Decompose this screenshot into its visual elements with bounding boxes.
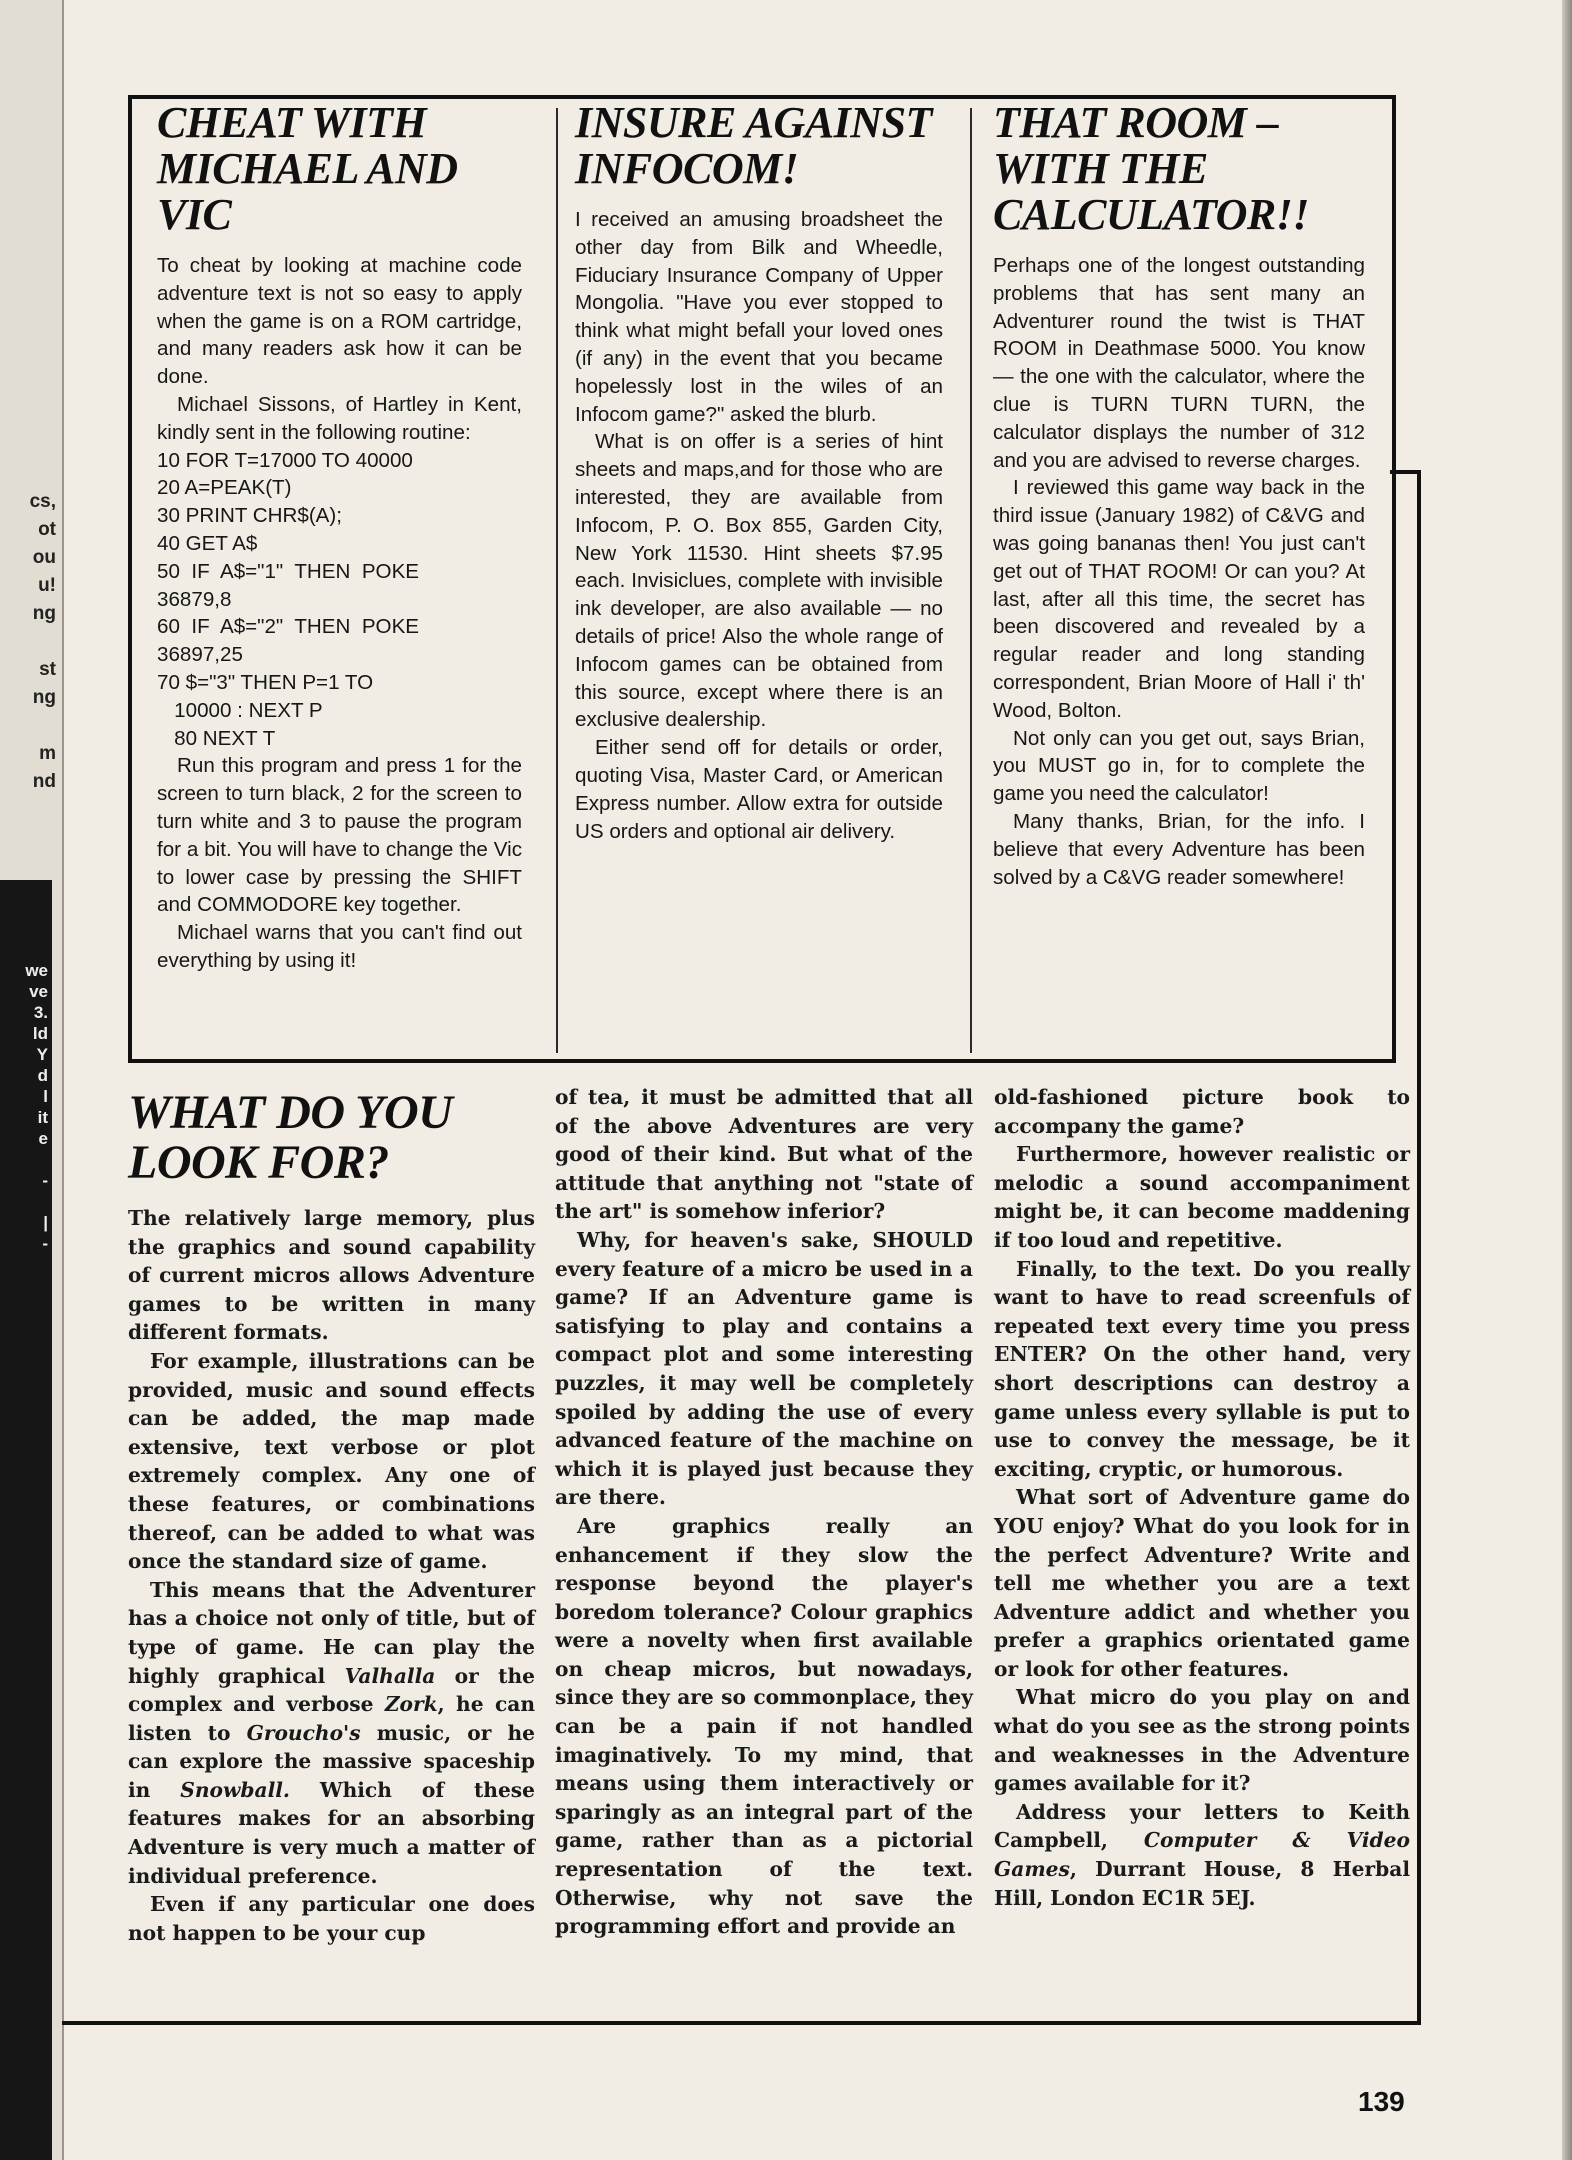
cheat-para-1: To cheat by looking at machine code adventure text is not so easy to apply when the game is on a ROM cartridge, and many readers ask how it can be done. [157,254,522,389]
bottom-border-rule [62,2021,1421,2025]
main-col3-para-4: What sort of Adventure game do YOU enjoy? What do you look for in the perfect Adventure? Write and tell me whether you are a text Adventure addict and whether you prefer a graphics orientated game or look for other features. [994,1485,1410,1681]
main-article-column-2 [555,1083,973,1941]
bleed-text-fragments: cs, ot ou u! ng st ng m nd [29,491,56,792]
main-col3-para-1: old-fashioned picture book to accompany the game? [994,1085,1410,1138]
page-number: 139 [1358,2086,1405,2117]
page-right-shadow [1562,0,1572,2160]
main-col3-para-5: What micro do you play on and what do you see as the strong points and weaknesses in the Adventure games available for it? [994,1685,1410,1796]
main-col2-para-1: of tea, it must be admitted that all of the above Adventures are very good of their kind. But what of the attitude that anything not "state of the art" is somehow inferior? [555,1085,973,1224]
cheat-heading: CHEAT WITH MICHAEL AND VIC [157,98,458,239]
right-border-rule [1417,470,1421,2025]
main-col3-para-3: Finally, to the text. Do you really want to have to read screenfuls of repeated text every time you press ENTER? On the other hand, very short descriptions can destroy a game unless every syllable is put to use to convey the message, be it exciting, cryptic, or humorous. [994,1256,1410,1481]
main-heading: WHAT DO YOU LOOK FOR? [128,1086,453,1189]
cheat-para-2: Michael Sissons, of Hartley in Kent, kindly sent in the following routine: [157,392,522,444]
that-room-para-3: Not only can you get out, says Brian, you MUST go in, for to complete the game you need the calculator! [993,726,1365,806]
that-room-para-4: Many thanks, Brian, for the info. I believe that every Adventure has been solved by a C&VG reader somewhere! [993,809,1365,889]
main-article-column-3 [994,1083,1410,1912]
column-rule-1 [556,108,558,1053]
that-room-para-1: Perhaps one of the longest outstanding problems that has sent many an Adventurer round the twist is THAT ROOM in Deathmase 5000. You know — the one with the calculator, where the clue is TURN TURN TURN, the calculator displays the number of 312 and you are advised to reverse charges. [993,254,1365,472]
main-col3-para-6: Address your letters to Keith Campbell, Computer & Video Games, Durrant House, 8 Herbal Hill, London EC1R 5EJ. [994,1799,1410,1910]
main-article-column-1 [128,1088,535,1947]
main-col1-para-4: Even if any particular one does not happen to be your cup [128,1892,535,1945]
insure-heading: INSURE AGAINST INFOCOM! [575,98,932,193]
main-col2-para-2: Why, for heaven's sake, SHOULD every feature of a micro be used in a game? If an Adventure game is satisfying to play and contains a compact plot and some interesting puzzles, it may well be completely spoiled by adding the use of every advanced feature of the machine on which it is played just because they are there. [555,1227,973,1510]
box-article-insure [575,100,943,845]
box-article-that-room [993,100,1365,891]
cheat-para-3: Run this program and press 1 for the screen to turn black, 2 for the screen to turn white and 3 to pause the program for a bit. You will have to change the Vic to lower case by pressing the SHIFT and COMMODORE key together. [157,754,522,917]
main-col1-para-1: The relatively large memory, plus the graphics and sound capability of current micros allows Adventure games to be written in many different formats. [128,1206,535,1345]
bleed-dark-text-fragments: we ve 3. ld Y d l it e - | - [25,961,48,1253]
main-col3-para-2: Furthermore, however realistic or melodic a sound accompaniment might be, it can become maddening if too loud and repetitive. [994,1142,1410,1252]
main-col1-para-2: For example, illustrations can be provided, music and sound effects can be added, the map made extensive, text verbose or plot extremely complex. Any one of these features, or combinations thereof, can be added to what was once the standard size of game. [128,1348,535,1574]
that-room-para-2: I reviewed this game way back in the third issue (January 1982) of C&VG and was going bananas then! You just can't get out of THAT ROOM! Or can you? At last, after all this time, the secret has been discovered and revealed by a regular reader and long standing correspondent, Brian Moore of Hall i' th' Wood, Bolton. [993,476,1365,722]
insure-para-2: What is on offer is a series of hint sheets and maps,and for those who are interested, they are available from Infocom, P. O. Box 855, Garden City, New York 11530. Hint sheets $7.95 each. Invisiclues, complete with invisible ink developer, are also available — no details of price! Also the whole range of Infocom games can be obtained from this source, except where there is an exclusive dealership. [575,430,943,732]
cheat-code-listing: 10 FOR T=17000 TO 40000 20 A=PEAK(T) 30 PRINT CHR$(A); 40 GET A$ 50 IF A$="1" THEN POKE 36879,8 60 IF A$="2" THEN POKE 36897,25 70 $="3" THEN P=1 TO 10000 : NEXT P 80 NEXT T [157,448,420,750]
that-room-heading: THAT ROOM – WITH THE CALCULATOR!! [993,98,1309,239]
main-col1-para-3: This means that the Adventurer has a choice not only of title, but of type of game. He can play the highly graphical Valhalla or the complex and verbose Zork, he can listen to Groucho's music, or he can explore the massive spaceship in Snowball. Which of these features makes for an absorbing Adventure is very much a matter of individual preference. [128,1577,536,1888]
box-article-cheat [157,100,522,975]
insure-para-1: I received an amusing broadsheet the other day from Bilk and Wheedle, Fiduciary Insurance Company of Upper Mongolia. "Have you ever stopped to think what might befall your loved ones (if any) in the event that you became hopelessly lost in the wiles of an Infocom game?" asked the blurb. [575,208,943,426]
cheat-para-4: Michael warns that you can't find out everything by using it! [157,921,522,972]
box-rule-extension [1390,470,1420,474]
column-rule-2 [970,108,972,1053]
insure-para-3: Either send off for details or order, quoting Visa, Master Card, or American Express number. Allow extra for outside US orders and optional air delivery. [575,736,943,843]
previous-page-edge [0,0,64,2160]
main-col2-para-3: Are graphics really an enhancement if they slow the response beyond the player's boredom tolerance? Colour graphics were a novelty when first available on cheap micros, but nowadays, since they are so commonplace, they can be a pain if not handled imaginatively. To my mind, that means using them interactively or sparingly as an integral part of the game, rather than as a pictorial representation of the text. Otherwise, why not save the programming effort and provide an [555,1513,973,1939]
